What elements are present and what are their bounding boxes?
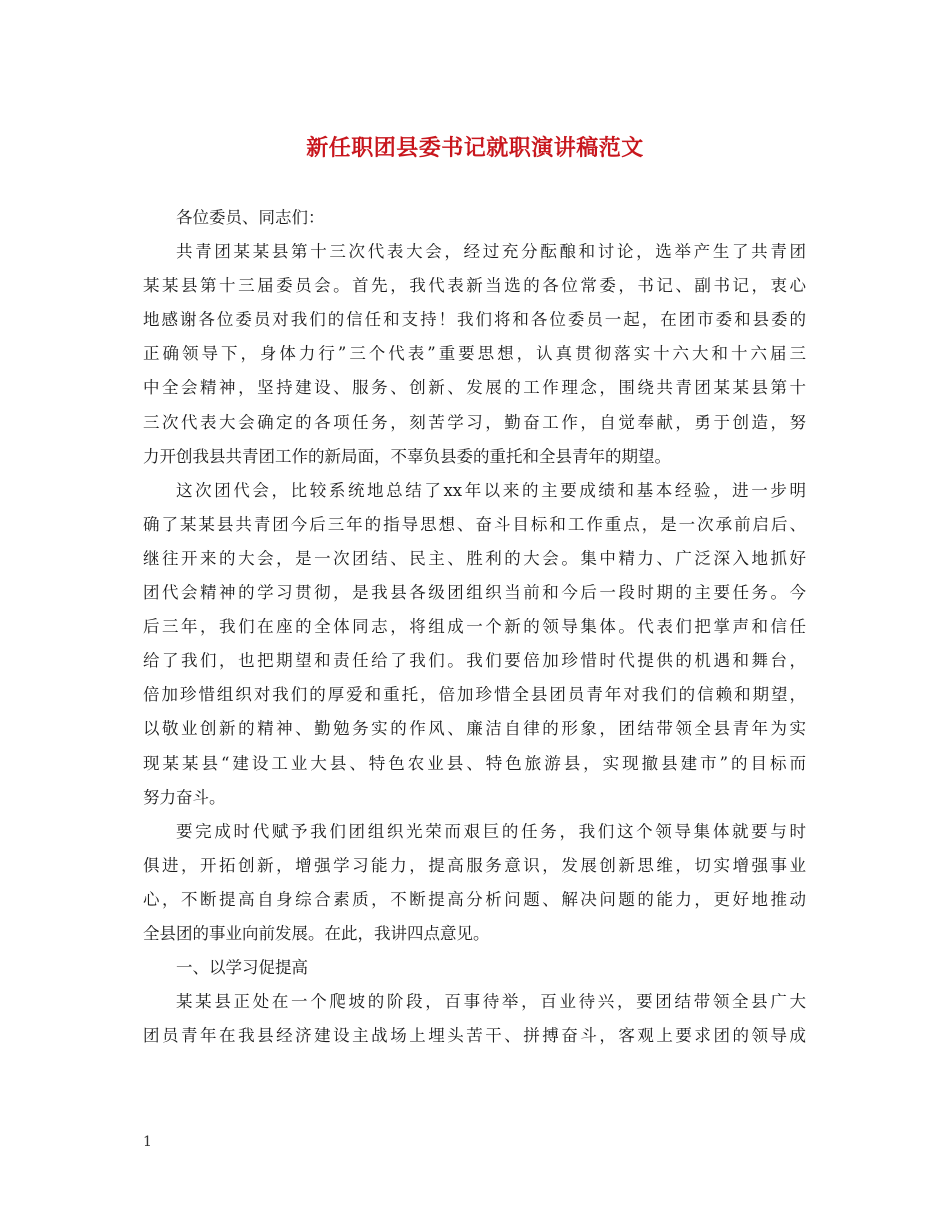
paragraph-line: 努力奋斗。 — [143, 787, 226, 807]
document-title: 新任职团县委书记就职演讲稿范文 — [306, 135, 644, 161]
paragraph-line: 确了某某县共青团今后三年的指导思想、奋斗目标和工作重点，是一次承前启后、 — [143, 514, 806, 534]
section-heading: 一、以学习促提高 — [176, 958, 308, 978]
paragraph-line: 团员青年在我县经济建设主战场上埋头苦干、拼搏奋斗，客观上要求团的领导成 — [143, 1026, 806, 1046]
paragraph-line: 团代会精神的学习贯彻，是我县各级团组织当前和今后一段时期的主要任务。今 — [143, 583, 806, 603]
document-body — [143, 201, 806, 1053]
paragraph-line: 俱进，开拓创新，增强学习能力，提高服务意识，发展创新思维，切实增强事业 — [143, 855, 806, 875]
paragraph-line: 这次团代会，比较系统地总结了xx年以来的主要成绩和基本经验，进一步明 — [176, 480, 806, 500]
salutation-line: 各位委员、同志们： — [176, 208, 325, 227]
paragraph-line: 中全会精神，坚持建设、服务、创新、发展的工作理念，围绕共青团某某县第十 — [143, 378, 806, 398]
paragraph-line: 正确领导下，身体力行”三个代表”重要思想，认真贯彻落实十六大和十六届三 — [143, 344, 806, 364]
paragraph-line: 继往开来的大会，是一次团结、民主、胜利的大会。集中精力、广泛深入地抓好 — [143, 548, 806, 568]
paragraph-line: 某某县正处在一个爬坡的阶段，百事待举，百业待兴，要团结带领全县广大 — [176, 992, 806, 1012]
paragraph-line: 要完成时代赋予我们团组织光荣而艰巨的任务，我们这个领导集体就要与时 — [176, 821, 806, 841]
paragraph-line: 共青团某某县第十三次代表大会，经过充分酝酿和讨论，选举产生了共青团 — [176, 242, 806, 262]
paragraph-line: 某某县第十三届委员会。首先，我代表新当选的各位常委，书记、副书记，衷心 — [143, 276, 806, 296]
paragraph-line: 倍加珍惜组织对我们的厚爱和重托，倍加珍惜全县团员青年对我们的信赖和期望， — [143, 685, 806, 705]
page-number: 1 — [143, 1134, 152, 1150]
paragraph-line: 三次代表大会确定的各项任务，刻苦学习，勤奋工作，自觉奉献，勇于创造，努 — [143, 412, 806, 432]
paragraph-line: 后三年，我们在座的全体同志，将组成一个新的领导集体。代表们把掌声和信任 — [143, 617, 806, 637]
paragraph-line: 以敬业创新的精神、勤勉务实的作风、廉洁自律的形象，团结带领全县青年为实 — [143, 719, 806, 739]
paragraph-line: 心，不断提高自身综合素质，不断提高分析问题、解决问题的能力，更好地推动 — [143, 889, 806, 909]
paragraph-line: 力开创我县共青团工作的新局面，不辜负县委的重托和全县青年的期望。 — [143, 446, 671, 466]
paragraph-line: 现某某县“建设工业大县、特色农业县、特色旅游县，实现撤县建市”的目标而 — [143, 753, 806, 773]
paragraph-line: 全县团的事业向前发展。在此，我讲四点意见。 — [143, 923, 490, 943]
paragraph-line: 地感谢各位委员对我们的信任和支持！我们将和各位委员一起，在团市委和县委的 — [143, 310, 806, 330]
paragraph-line: 给了我们，也把期望和责任给了我们。我们要倍加珍惜时代提供的机遇和舞台， — [143, 651, 806, 671]
